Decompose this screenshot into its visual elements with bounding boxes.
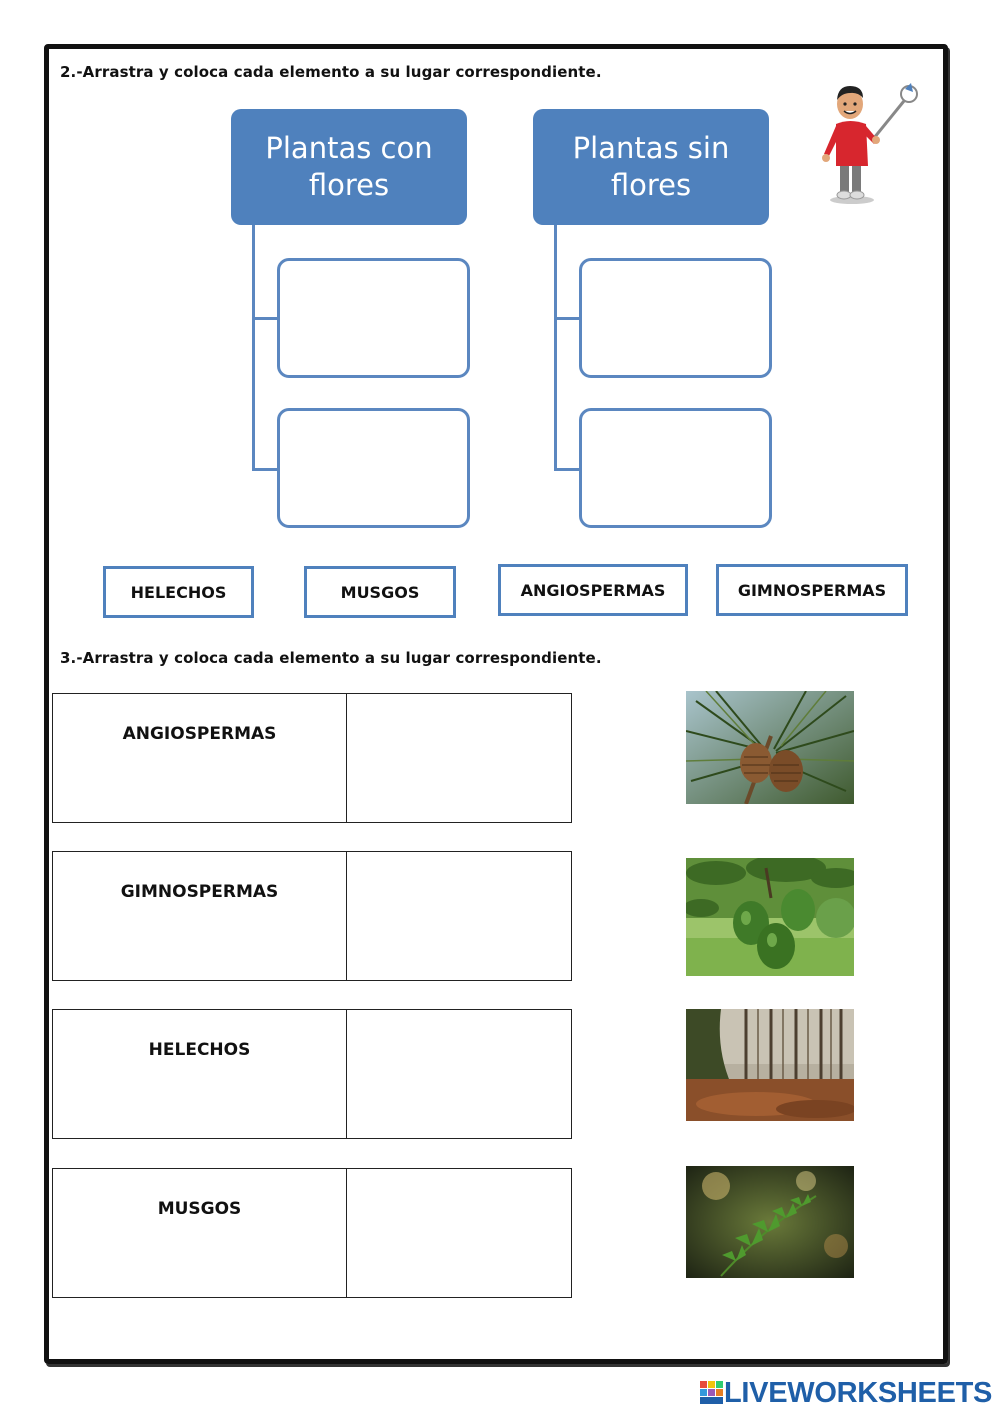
word-card-musgos[interactable]: MUSGOS: [304, 566, 456, 618]
drop-zone-sin-flores-1[interactable]: [579, 258, 772, 378]
word-card-gimnospermas[interactable]: GIMNOSPERMAS: [716, 564, 908, 616]
teacher-avatar: [812, 80, 922, 208]
tree-connector: [554, 317, 579, 320]
drop-zone-con-flores-2[interactable]: [277, 408, 470, 528]
word-card-helechos[interactable]: HELECHOS: [103, 566, 254, 618]
header-plantas-sin-flores: Plantas sin flores: [533, 109, 769, 225]
tree-connector: [554, 225, 557, 471]
row-drop-zone-4[interactable]: [346, 1168, 572, 1298]
avocado-tree-photo[interactable]: [686, 858, 854, 976]
liveworksheets-logo: [700, 1376, 992, 1410]
row-label-helechos: HELECHOS: [52, 1009, 347, 1139]
drop-zone-sin-flores-2[interactable]: [579, 408, 772, 528]
tree-connector: [252, 468, 277, 471]
drop-zone-con-flores-1[interactable]: [277, 258, 470, 378]
tree-connector: [252, 225, 255, 471]
word-card-angiospermas[interactable]: ANGIOSPERMAS: [498, 564, 688, 616]
liveworksheets-logo-text: LIVEWORKSHEETS: [724, 1376, 993, 1409]
row-drop-zone-2[interactable]: [346, 851, 572, 981]
header-plantas-con-flores: Plantas con flores: [231, 109, 467, 225]
row-label-angiospermas: ANGIOSPERMAS: [52, 693, 347, 823]
tree-connector: [252, 317, 277, 320]
fern-leaf-photo[interactable]: [686, 1166, 854, 1278]
forest-floor-photo[interactable]: [686, 1009, 854, 1121]
pine-cone-photo[interactable]: [686, 691, 854, 804]
row-drop-zone-3[interactable]: [346, 1009, 572, 1139]
exercise-3-instruction: 3.-Arrastra y coloca cada elemento a su lugar correspondiente.: [60, 649, 602, 667]
tree-connector: [554, 468, 579, 471]
row-drop-zone-1[interactable]: [346, 693, 572, 823]
row-label-musgos: MUSGOS: [52, 1168, 347, 1298]
exercise-2-instruction: 2.-Arrastra y coloca cada elemento a su lugar correspondiente.: [60, 63, 602, 81]
liveworksheets-icon: [700, 1381, 724, 1405]
row-label-gimnospermas: GIMNOSPERMAS: [52, 851, 347, 981]
